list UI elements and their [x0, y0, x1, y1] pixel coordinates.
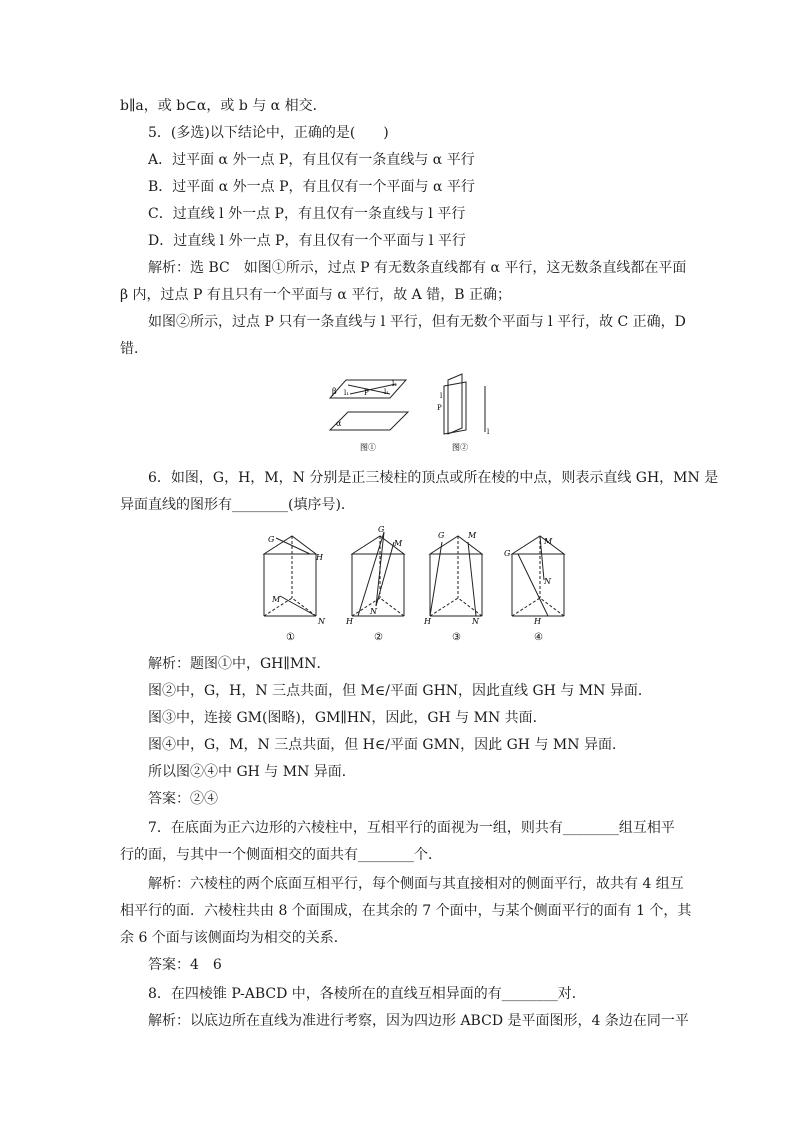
text-line: b∥a，或 b⊂α，或 b 与 α 相交． [120, 98, 327, 114]
label-p: P [364, 389, 369, 397]
p2-g: G [378, 525, 385, 534]
p3-n: N [472, 617, 479, 626]
option-c: C．过直线 l 外一点 P，有且仅有一条直线与 l 平行 [148, 206, 466, 222]
figure-q6 [258, 520, 578, 644]
p4-n: N [544, 577, 551, 586]
p1-h: H [316, 553, 323, 562]
figure-q6-svg [258, 520, 578, 644]
solution-5-line4: 错． [120, 341, 148, 357]
caption-4: ④ [534, 632, 543, 643]
solution-6-line4: 图④中，G，M，N 三点共面，但 H∈/平面 GMN，因此 GH 与 MN 异面． [148, 737, 626, 753]
question-6-line1: 6．如图，G，H，M，N 分别是正三棱柱的顶点或所在棱的中点，则表示直线 GH，MN 是 [148, 470, 719, 486]
solution-7-line2: 相平行的面．六棱柱共由 8 个面围成，在其余的 7 个面中，与某个侧面平行的面有 1 个，其 [120, 903, 692, 919]
label-l-top: l [440, 392, 443, 400]
p1-g: G [268, 535, 275, 544]
prism-3 [430, 536, 482, 616]
answer-7: 答案：4 6 [148, 957, 222, 973]
prism-1 [264, 536, 316, 616]
caption-2: ② [374, 632, 383, 643]
p2-n: N [370, 607, 377, 616]
figure-q5-svg [326, 372, 506, 462]
solution-7-line3: 余 6 个面与该侧面均为相交的关系． [120, 930, 348, 946]
question-5: 5．(多选)以下结论中，正确的是( ) [148, 125, 389, 141]
plane-alpha [330, 412, 408, 430]
caption-3: ③ [452, 632, 461, 643]
p4-m: M [544, 537, 553, 546]
label-p-fig2: P [437, 404, 442, 412]
label-l-fig2: l [487, 428, 490, 436]
p1-n: N [318, 617, 325, 626]
p3-h: H [424, 617, 431, 626]
option-d: D．过直线 l 外一点 P，有且仅有一个平面与 l 平行 [148, 233, 466, 249]
caption-fig2: 图② [452, 443, 468, 452]
label-alpha: α [336, 419, 342, 428]
question-7-line1: 7．在底面为正六边形的六棱柱中，互相平行的面视为一组，则共有________组互相平 [148, 820, 675, 836]
option-b: B．过平面 α 外一点 P，有且仅有一个平面与 α 平行 [148, 179, 475, 195]
label-l1: l₁ [344, 389, 350, 397]
p3-g: G [438, 531, 445, 540]
question-8: 8．在四棱锥 P-ABCD 中，各棱所在的直线互相异面的有________对． [148, 986, 586, 1002]
solution-6-line3: 图③中，连接 GM(图略)，GM∥HN，因此，GH 与 MN 共面． [148, 710, 547, 726]
question-6-line2: 异面直线的图形有________(填序号)． [120, 497, 355, 513]
plane-vertical-2 [444, 382, 466, 434]
solution-7-line1: 解析：六棱柱的两个底面互相平行，每个侧面与其直接相对的侧面平行，故共有 4 组互 [148, 876, 684, 892]
solution-6-line1: 解析：题图①中，GH∥MN． [148, 656, 331, 672]
solution-8-line1: 解析：以底边所在直线为准进行考察，因为四边形 ABCD 是平面图形，4 条边在同一平 [148, 1013, 689, 1029]
caption-1: ① [286, 632, 295, 643]
p4-g: G [504, 549, 511, 558]
solution-5-line3: 如图②所示，过点 P 只有一条直线与 l 平行，但有无数个平面与 l 平行，故 C 正确，D [148, 314, 686, 330]
solution-5-line2: β 内，过点 P 有且只有一个平面与 α 平行，故 A 错，B 正确； [120, 287, 511, 303]
question-7-line2: 行的面，与其中一个侧面相交的面共有________个． [120, 847, 442, 863]
p3-m: M [468, 531, 477, 540]
solution-5-line1: 解析：选 BC 如图①所示，过点 P 有无数条直线都有 α 平行，这无数条直线都在平面 [148, 260, 687, 276]
caption-fig1: 图① [360, 443, 376, 452]
label-l2: l₂ [392, 380, 398, 388]
figure-q5 [326, 372, 506, 462]
p2-m: M [394, 539, 403, 548]
answer-6: 答案：②④ [148, 791, 218, 807]
p1-m: M [272, 595, 281, 604]
line-l2 [350, 384, 396, 394]
label-beta: β [332, 387, 337, 396]
label-l1b: l₁ [384, 388, 390, 396]
option-a: A．过平面 α 外一点 P，有且仅有一条直线与 α 平行 [148, 152, 475, 168]
solution-6-line5: 所以图②④中 GH 与 MN 异面． [148, 764, 356, 780]
solution-6-line2: 图②中，G，H，N 三点共面，但 M∈/平面 GHN，因此直线 GH 与 MN 异面． [148, 683, 652, 699]
p4-h: H [534, 617, 541, 626]
p2-h: H [346, 617, 353, 626]
prism-4 [512, 536, 564, 616]
